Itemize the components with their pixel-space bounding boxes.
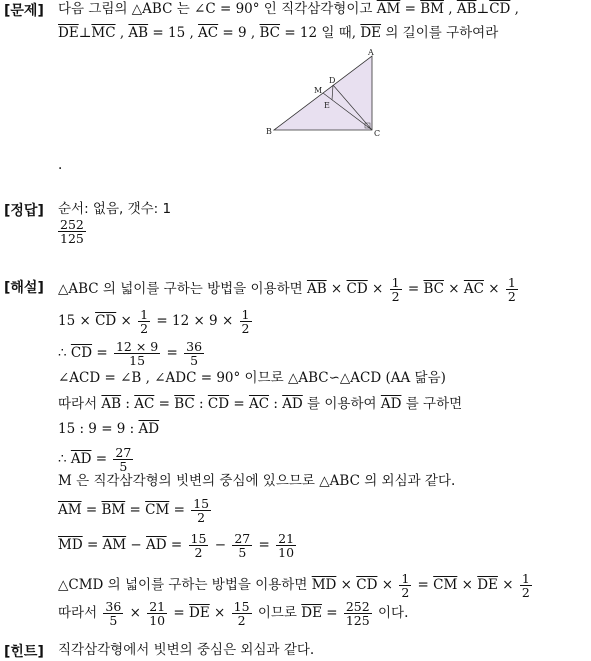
colon: : (121, 396, 135, 412)
equals: = (91, 451, 112, 467)
numerator: 1 (521, 571, 530, 586)
numerator: 21 (278, 531, 295, 546)
fraction (189, 532, 209, 559)
numerator: 252 (60, 217, 84, 232)
hint-text: 직각삼각형에서 빗변의 중심은 외심과 같다. (58, 642, 315, 658)
fraction (276, 532, 296, 559)
numerator: 36 (105, 599, 122, 614)
denominator: 2 (197, 510, 206, 525)
denominator: 5 (109, 613, 118, 628)
denominator: 2 (507, 289, 516, 304)
segment-de: $\overline{DE}$ (360, 25, 382, 41)
fraction (399, 572, 411, 599)
times: × (125, 605, 146, 621)
numerator: 15 (193, 496, 210, 511)
equals: = (169, 605, 190, 621)
segment-bc: $\overline{BC}$ (259, 25, 281, 41)
solution-line-8: M 은 직각삼각형의 빗변의 중심에 있으므로 △ABC 의 외심과 같다. (58, 473, 456, 489)
therefore: ∴ (58, 451, 71, 467)
perp-symbol: ⊥ (78, 25, 92, 41)
segment-ad: $\overline{AD}$ (138, 421, 160, 437)
denominator: 10 (149, 613, 166, 628)
minus: − (126, 537, 147, 553)
problem-label: [문제] (4, 3, 44, 19)
times: × (457, 577, 478, 593)
colon: : (269, 396, 283, 412)
segment-ac: $\overline{AC}$ (134, 396, 155, 412)
fraction (240, 308, 252, 335)
segment-de: $\overline{DE}$ (477, 577, 498, 593)
fraction (191, 497, 211, 524)
equals: = (125, 502, 146, 518)
problem-trailing-dot: . (58, 157, 63, 173)
answer-label: [정답] (4, 203, 44, 219)
segment-de: $\overline{DE}$ (301, 605, 322, 621)
fraction (520, 572, 532, 599)
times: × (336, 577, 357, 593)
denominator: 125 (60, 231, 84, 246)
denominator: 10 (278, 545, 295, 560)
text: 이다. (373, 605, 409, 621)
denominator: 2 (521, 585, 530, 600)
numerator: 252 (345, 599, 370, 614)
fraction (506, 276, 518, 303)
text: 이므로 (253, 605, 302, 621)
segment-cm: $\overline{CM}$ (433, 577, 458, 593)
fraction (114, 340, 160, 367)
comma: , (443, 1, 457, 17)
denominator: 5 (238, 545, 247, 560)
text: = 12 × 9 × (152, 313, 238, 329)
solution-line-2 (58, 308, 254, 335)
times: × (443, 281, 464, 297)
denominator: 5 (119, 459, 128, 474)
segment-am: $\overline{AM}$ (102, 537, 127, 553)
fraction (232, 600, 252, 627)
numerator: 1 (507, 275, 516, 290)
segment-bm: $\overline{BM}$ (420, 1, 444, 17)
solution-line-3 (58, 340, 206, 367)
equals: = (229, 396, 249, 412)
text: 를 이용하여 (302, 396, 381, 412)
segment-am: $\overline{AM}$ (376, 1, 401, 17)
text: 따라서 (58, 396, 102, 412)
times: × (483, 281, 504, 297)
fraction (103, 600, 123, 627)
segment-ab: $\overline{AB}$ (306, 281, 327, 297)
segment-de: $\overline{DE}$ (58, 25, 79, 41)
times: × (377, 577, 398, 593)
answer-frac (58, 218, 86, 245)
segment-ac: $\overline{AC}$ (198, 25, 219, 41)
segment-cd: $\overline{CD}$ (95, 313, 117, 329)
problem-line-2 (58, 24, 498, 42)
hint-label: [힌트] (4, 644, 44, 660)
colon: : (194, 396, 208, 412)
segment-ad: $\overline{AD}$ (70, 451, 92, 467)
triangle-figure (262, 46, 390, 138)
solution-line-7 (58, 446, 135, 473)
segment-ab: $\overline{AB}$ (101, 396, 122, 412)
equals: = (154, 396, 175, 412)
equals: = (81, 502, 102, 518)
answer-text: 순서: 없음, 갯수: 1 (58, 201, 172, 217)
segment-cd: $\overline{CD}$ (356, 577, 378, 593)
segment-ab: $\overline{AB}$ (456, 1, 477, 17)
numerator: 21 (149, 599, 166, 614)
segment-ad: $\overline{AD}$ (282, 396, 303, 412)
point-c: C (374, 129, 381, 138)
numerator: 12 × 9 (115, 339, 159, 354)
equals: = (92, 345, 112, 361)
comma: , (115, 25, 129, 41)
fraction (232, 532, 252, 559)
fraction (138, 308, 150, 335)
text: △CMD 의 넓이를 구하는 방법을 이용하면 (58, 577, 312, 593)
fraction (390, 276, 402, 303)
equals: = (254, 537, 275, 553)
solution-line-12 (58, 600, 408, 627)
fraction (344, 600, 372, 627)
segment-cd: $\overline{CD}$ (346, 281, 368, 297)
problem-line-1 (58, 0, 519, 18)
numerator: 15 (233, 599, 250, 614)
ac-value: = 9 , (218, 25, 256, 41)
answer-fraction (58, 218, 88, 245)
segment-cm: $\overline{CM}$ (145, 502, 170, 518)
equals: = (162, 345, 183, 361)
denominator: 2 (140, 321, 149, 336)
fraction (147, 600, 167, 627)
segment-cd: $\overline{CD}$ (489, 1, 511, 17)
solution-line-10 (58, 532, 298, 559)
numerator: 1 (391, 275, 400, 290)
solution-line-6 (58, 420, 159, 438)
times: × (367, 281, 388, 297)
numerator: 27 (234, 531, 251, 546)
text: △ABC 의 넓이를 구하는 방법을 이용하면 (58, 281, 307, 297)
fraction (184, 340, 204, 367)
denominator: 2 (241, 321, 250, 336)
fraction (113, 446, 133, 473)
equals: = (169, 502, 190, 518)
segment-md: $\overline{MD}$ (311, 577, 337, 593)
times: × (116, 313, 137, 329)
point-m: M (314, 86, 323, 95)
denominator: 125 (345, 613, 370, 628)
segment-ad: $\overline{AD}$ (146, 537, 167, 553)
numerator: 15 (190, 531, 207, 546)
segment-bm: $\overline{BM}$ (101, 502, 126, 518)
segment-bc: $\overline{BC}$ (174, 396, 195, 412)
solution-line-4: ∠ACD = ∠B , ∠ADC = 90° 이므로 △ABC∽△ACD (AA 닮음) (58, 370, 446, 386)
denominator: 5 (190, 353, 199, 368)
solution-label: [해설] (4, 280, 44, 296)
numerator: 1 (140, 307, 149, 322)
segment-am: $\overline{AM}$ (58, 502, 82, 518)
segment-de: $\overline{DE}$ (189, 605, 210, 621)
equals: = (321, 605, 342, 621)
problem-ask: 의 길이를 구하여라 (381, 25, 499, 41)
equals: = (400, 1, 421, 17)
segment-mc: $\overline{MC}$ (91, 25, 116, 41)
solution-line-9 (58, 497, 213, 524)
text: 따라서 (58, 605, 102, 621)
ab-value: = 15 , (148, 25, 194, 41)
segment-md: $\overline{MD}$ (58, 537, 83, 553)
times: × (209, 605, 230, 621)
minus: − (210, 537, 231, 553)
segment-ab: $\overline{AB}$ (128, 25, 149, 41)
equals: = (166, 537, 187, 553)
segment-ac: $\overline{AC}$ (248, 396, 270, 412)
times: × (497, 577, 518, 593)
numerator: 1 (241, 307, 250, 322)
denominator: 2 (391, 289, 400, 304)
solution-line-11 (58, 572, 534, 599)
equals: = (82, 537, 103, 553)
segment-cd: $\overline{CD}$ (70, 345, 93, 361)
solution-line-1 (58, 276, 520, 303)
denominator: 2 (237, 613, 246, 628)
point-a: A (368, 48, 374, 57)
segment-ac: $\overline{AC}$ (463, 281, 484, 297)
perp-symbol: ⊥ (476, 1, 490, 17)
numerator: 36 (186, 339, 203, 354)
denominator: 2 (401, 585, 410, 600)
numerator: 1 (401, 571, 410, 586)
point-e: E (324, 101, 330, 110)
bc-value: = 12 일 때, (280, 25, 357, 41)
denominator: 2 (194, 545, 203, 560)
text: 15 : 9 = 9 : (58, 421, 139, 437)
equals: = (413, 577, 434, 593)
denominator: 15 (129, 353, 146, 368)
comma: , (510, 1, 519, 17)
times: × (326, 281, 347, 297)
numerator: 27 (115, 445, 132, 460)
text: 를 구하면 (401, 396, 463, 412)
problem-intro: 다음 그림의 △ABC 는 ∠C = 90° 인 직각삼각형이고 (58, 1, 373, 17)
therefore: ∴ (58, 345, 71, 361)
segment-bc: $\overline{BC}$ (423, 281, 444, 297)
solution-line-5 (58, 395, 462, 413)
point-b: B (266, 127, 272, 136)
equals: = (403, 281, 424, 297)
segment-cd: $\overline{CD}$ (207, 396, 230, 412)
text: 15 × (58, 313, 96, 329)
point-d: D (329, 76, 336, 85)
segment-ad: $\overline{AD}$ (380, 396, 402, 412)
